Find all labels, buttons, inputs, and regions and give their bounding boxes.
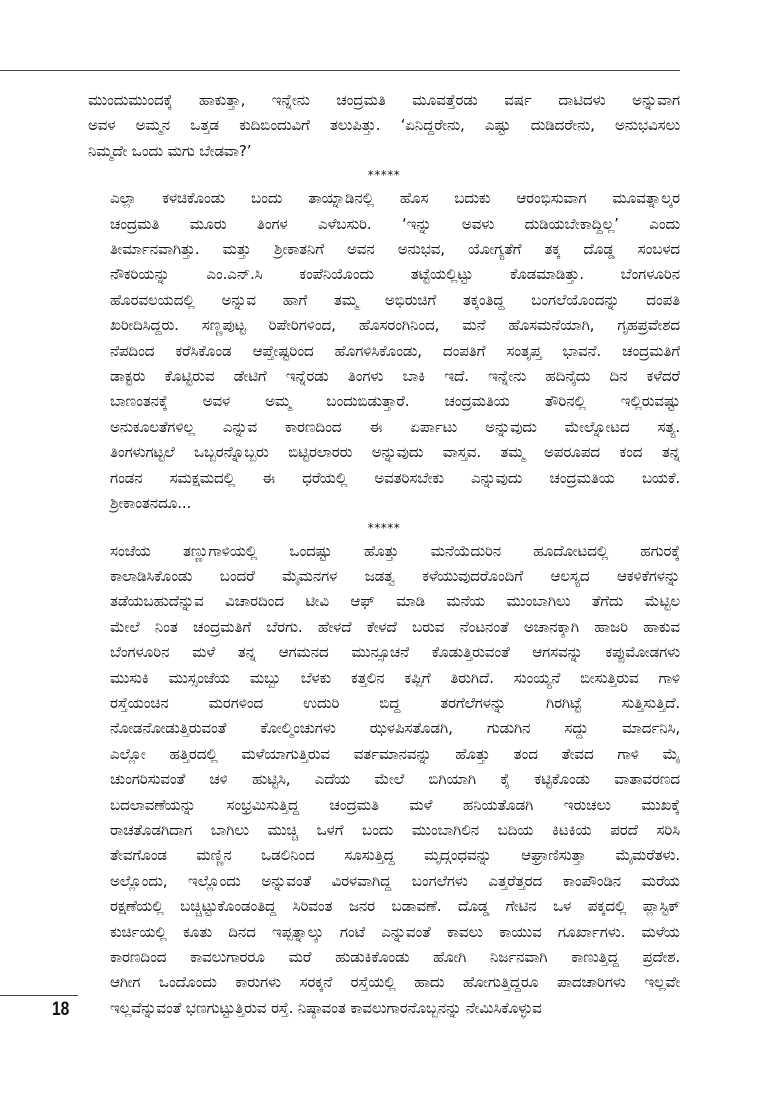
- text-line: ರಸ್ತೆಯಂಚಿನ ಮರಗಳಿಂದ ಉದುರಿ ಬಿದ್ದ ತರಗೆಲೆಗಳನ್ನು ಗಿರಗಿಟ್ಟೆ ಸುತ್ತಿಸುತ್ತಿದೆ.: [110, 693, 680, 712]
- text-line: ಮೇಲೆ ನಿಂತ ಚಂದ್ರಮತಿಗೆ ಬೆರಗು. ಹೇಳದೆ ಕೇಳದೆ ಬರುವ ನೆಂಟನಂತೆ ಅಚಾನಕ್ಕಾಗಿ ಹಾಜರಿ ಹಾಕುವ: [110, 617, 680, 636]
- text-line: ಅನುಕೂಲತೆಗಳಿಲ್ಲ ಎನ್ನುವ ಕಾರಣದಿಂದ ಈ ಏರ್ಪಾಟು ಅನ್ನುವುದು ಮೇಲ್ನೋಟದ ಸತ್ಯ.: [110, 417, 680, 436]
- text-line: ತೀರ್ಮಾನವಾಗಿತ್ತು. ಮತ್ತು ಶ್ರೀಕಾತನಿಗೆ ಅವನ ಅನುಭವ, ಯೋಗ್ಯತೆಗೆ ತಕ್ಕ ದೊಡ್ಡ ಸಂಬಳದ: [110, 240, 680, 259]
- text-line: ಕಾರಣದಿಂದ ಕಾವಲುಗಾರರೂ ಮರೆ ಹುಡುಕಿಕೊಂಡು ಹೋಗಿ ನಿರ್ಜನವಾಗಿ ಕಾಣುತ್ತಿದ್ದ ಪ್ರದೇಶ.: [110, 948, 680, 966]
- text-line: ಬಾಣಂತನಕ್ಕೆ ಅವಳ ಅಮ್ಮ ಬಂದುಬಿಡುತ್ತಾರೆ. ಚಂದ್ರಮತಿಯ ತೌರಿನಲ್ಲಿ ಇಲ್ಲಿರುವಷ್ಟು: [110, 392, 680, 411]
- text-line: ಆಗೀಗ ಒಂದೊಂದು ಕಾರುಗಳು ಸರಕ್ಕನೆ ರಸ್ತೆಯಲ್ಲಿ ಹಾದು ಹೋಗುತ್ತಿದ್ದರೂ ಪಾದಚಾರಿಗಳು ಇಲ್ಲವೇ: [110, 973, 680, 992]
- text-line: ಡಾಕ್ಟರು ಕೊಟ್ಟಿರುವ ಡೇಟಿಗೆ ಇನ್ನೆರಡು ತಿಂಗಳು ಬಾಕಿ ಇದೆ. ಇನ್ನೇನು ಹದಿನೈದು ದಿನ ಕಳೆದರೆ: [110, 367, 680, 386]
- text-line: ಖರೀದಿಸಿದ್ದರು. ಸಣ್ಣಪುಟ್ಟ ರಿಪೇರಿಗಳಿಂದ, ಹೊಸರಂಗಿನಿಂದ, ಮನೆ ಹೊಸಮನೆಯಾಗಿ, ಗೃಹಪ್ರವೇಶದ: [110, 316, 680, 335]
- text-line: ತೇವಗೊಂಡ ಮಣ್ಣಿನ ಒಡಲಿನಿಂದ ಸೂಸುತ್ತಿದ್ದ ಮೃದ್ಗಂಧವನ್ನು ಆಘ್ರಾಣಿಸುತ್ತಾ ಮೈಮರೆತಳು.: [110, 846, 680, 865]
- text-line: ಎಲ್ಲೋ ಹತ್ತಿರದಲ್ಲಿ ಮಳೆಯಾಗುತ್ತಿರುವ ವರ್ತಮಾನವನ್ನು ಹೊತ್ತು ತಂದ ತೇವದ ಗಾಳಿ ಮೈ: [110, 744, 680, 763]
- paragraph-2: [88, 186, 680, 516]
- text-line: ಎಲ್ಲಾ ಕಳಚಿಕೊಂಡು ಬಂದು ತಾಯ್ನಾಡಿನಲ್ಲಿ ಹೊಸ ಬದುಕು ಆರಂಭಿಸುವಾಗ ಮೂವತ್ನಾಲ್ಕರ: [110, 189, 680, 208]
- text-line: ಗಂಡನ ಸಮಕ್ಷಮದಲ್ಲಿ ಈ ಧರೆಯಲ್ಲಿ ಅವತರಿಸಬೇಕು ಎನ್ನುವುದು ಚಂದ್ರಮತಿಯ ಬಯಕೆ.: [110, 468, 680, 487]
- text-line: ಶ್ರೀಕಾಂತನದೂ...: [110, 494, 192, 513]
- text-line: ಸಂಜೆಯ ತಣ್ಣುಗಾಳಿಯಲ್ಲಿ ಒಂದಷ್ಟು ಹೊತ್ತು ಮನೆಯೆದುರಿನ ಹೂದೋಟದಲ್ಲಿ ಹಗುರಕ್ಕೆ: [110, 541, 680, 560]
- section-separator-2: *****: [367, 520, 401, 535]
- text-line: ನಿಮ್ಮದೇ ಒಂದು ಮಗು ಬೇಡವಾ?’: [88, 141, 252, 160]
- page-number: 18: [52, 999, 70, 1020]
- text-line: ಬದಲಾವಣೆಯನ್ನು ಸಂಭ್ರಮಿಸುತ್ತಿದ್ದ ಚಂದ್ರಮತಿ ಮಳೆ ಹನಿಯತೊಡಗಿ ಇರುಚಲು ಮುಖಕ್ಕೆ: [110, 795, 680, 814]
- text-line: ಮುಸುಕಿ ಮುಸ್ಸಂಜೆಯ ಮಬ್ಬು ಬೆಳಕು ಕತ್ತಲಿನ ಕಪ್ಪಿಗೆ ತಿರುಗಿದೆ. ಸುಂಯ್ಯನೆ ಬೀಸುತ್ತಿರುವ ಗಾಳಿ: [110, 668, 680, 687]
- text-line: ಮುಂದುಮುಂದಕ್ಕೆ ಹಾಕುತ್ತಾ, ಇನ್ನೇನು ಚಂದ್ರಮತಿ ಮೂವತ್ತೆರಡು ವರ್ಷ ದಾಟಿದಳು ಅನ್ನುವಾಗ: [88, 91, 680, 109]
- text-line: ನೋಡನೋಡುತ್ತಿರುವಂತೆ ಕೋಲ್ಮಿಂಚುಗಳು ಝಳಪಿಸತೊಡಗಿ, ಗುಡುಗಿನ ಸದ್ದು ಮಾರ್ದನಿಸಿ,: [110, 719, 680, 738]
- header-rule: [0, 70, 680, 71]
- text-line: ಚುಂಗರಿಸುವಂತೆ ಚಳಿ ಹುಟ್ಟಿಸಿ, ಎದೆಯ ಮೇಲೆ ಬಿಗಿಯಾಗಿ ಕೈ ಕಟ್ಟಿಕೊಂಡು ವಾತಾವರಣದ: [110, 770, 680, 789]
- text-line: ಕುರ್ಚಿಯಲ್ಲಿ ಕೂತು ದಿನದ ಇಪ್ಪತ್ನಾಲ್ಕು ಗಂಟೆ ಎನ್ನುವಂತೆ ಕಾವಲು ಕಾಯುವ ಗೂರ್ಖಾಗಳು. ಮಳೆಯ: [110, 922, 680, 941]
- text-line: ಕಾಲಾಡಿಸಿಕೊಂಡು ಬಂದರೆ ಮೈಮನಗಳ ಜಡತ್ವ ಕಳೆಯುವುದರೊಂದಿಗೆ ಆಲಸ್ಯದ ಆಕಳಿಕೆಗಳನ್ನು: [110, 566, 680, 585]
- text-line: ಇಲ್ಲವೆನ್ನುವಂತೆ ಭಣಗುಟ್ಟುತ್ತಿರುವ ರಸ್ತೆ. ನಿಷ್ಠಾವಂತ ಕಾವಲುಗಾರನೊಬ್ಬನನ್ನು ನೇಮಿಸಿಕೊಳ್ಳುವ: [110, 998, 542, 1017]
- paragraph-3: [88, 539, 680, 1022]
- text-line: ಚಂದ್ರಮತಿ ಮೂರು ತಿಂಗಳ ಎಳೆಬಸುರಿ. ‘ಇನ್ನು ಅವಳು ದುಡಿಯಬೇಕಾದ್ದಿಲ್ಲ’ ಎಂದು: [110, 214, 680, 233]
- text-line: ರಕ್ಷಣೆಯಲ್ಲಿ ಬಚ್ಚಿಟ್ಟುಕೊಂಡಂತಿದ್ದ ಸಿರಿವಂತ ಜನರ ಬಡಾವಣೆ. ದೊಡ್ಡ ಗೇಟಿನ ಒಳ ಪಕ್ಕದಲ್ಲಿ ಪ್ಲಾಸ್ಟಿಕ್: [110, 897, 680, 916]
- text-line: ಬೆಂಗಳೂರಿನ ಮಳೆ ತನ್ನ ಆಗಮನದ ಮುನ್ಸೂಚನೆ ಕೊಡುತ್ತಿರುವಂತೆ ಆಗಸವನ್ನು ಕಪ್ಪುಮೋಡಗಳು: [110, 643, 680, 662]
- text-line: ತಿಂಗಳುಗಟ್ಟಲೆ ಒಬ್ಬರನ್ನೊಬ್ಬರು ಬಿಟ್ಟಿರಲಾರರು ಅನ್ನುವುದು ವಾಸ್ತವ. ತಮ್ಮ ಅಪರೂಪದ ಕಂದ ತನ್ನ: [110, 443, 680, 462]
- page-body: [88, 88, 680, 1021]
- section-separator-1: *****: [367, 168, 401, 183]
- text-line: ಹೊರವಲಯದಲ್ಲಿ ಅನ್ನುವ ಹಾಗೆ ತಮ್ಮ ಅಭಿರುಚಿಗೆ ತಕ್ಕಂತಿದ್ದ ಬಂಗಲೆಯೊಂದನ್ನು ದಂಪತಿ: [110, 290, 680, 309]
- text-line: ಅಲ್ಲೊಂದು, ಇಲ್ಲೊಂದು ಅನ್ನುವಂತೆ ವಿರಳವಾಗಿದ್ದ ಬಂಗಲೆಗಳು ಎತ್ತರೆತ್ತರದ ಕಾಂಪೌಂಡಿನ ಮರೆಯ: [110, 871, 680, 890]
- text-line: ನೌಕರಿಯನ್ನು ಎಂ.ಎನ್.ಸಿ ಕಂಪೆನಿಯೊಂದು ತಟ್ಟೆಯಲ್ಲಿಟ್ಟು ಕೊಡಮಾಡಿತ್ತು. ಬೆಂಗಳೂರಿನ: [110, 265, 680, 284]
- footer-rule: [0, 995, 78, 996]
- paragraph-1: [88, 88, 680, 164]
- text-line: ರಾಚತೊಡಗಿದಾಗ ಬಾಗಿಲು ಮುಚ್ಚಿ ಒಳಗೆ ಬಂದು ಮುಂಬಾಗಿಲಿನ ಬದಿಯ ಕಿಟಕಿಯ ಪರದೆ ಸರಿಸಿ: [110, 820, 680, 839]
- text-line: ತಡೆಯಬಹುದೆನ್ನುವ ವಿಚಾರದಿಂದ ಟೀವಿ ಆಫ್ ಮಾಡಿ ಮನೆಯ ಮುಂಬಾಗಿಲು ತೆಗೆದು ಮೆಟ್ಟಿಲ: [110, 592, 680, 611]
- text-line: ನೆಪದಿಂದ ಕರೆಸಿಕೊಂಡ ಆಪ್ತೇಷ್ಟರಿಂದ ಹೊಗಳಿಸಿಕೊಂಡು, ದಂಪತಿಗೆ ಸಂತೃಪ್ತ ಭಾವನೆ. ಚಂದ್ರಮತಿಗೆ: [110, 341, 680, 360]
- text-line: ಅವಳ ಅಮ್ಮನ ಒತ್ತಡ ಕುದಿಬಿಂದುವಿಗೆ ತಲುಪಿತ್ತು. ‘ಏನಿದ್ದರೇನು, ಎಷ್ಟು ದುಡಿದರೇನು, ಅನುಭವಿಸಲು: [88, 116, 680, 135]
